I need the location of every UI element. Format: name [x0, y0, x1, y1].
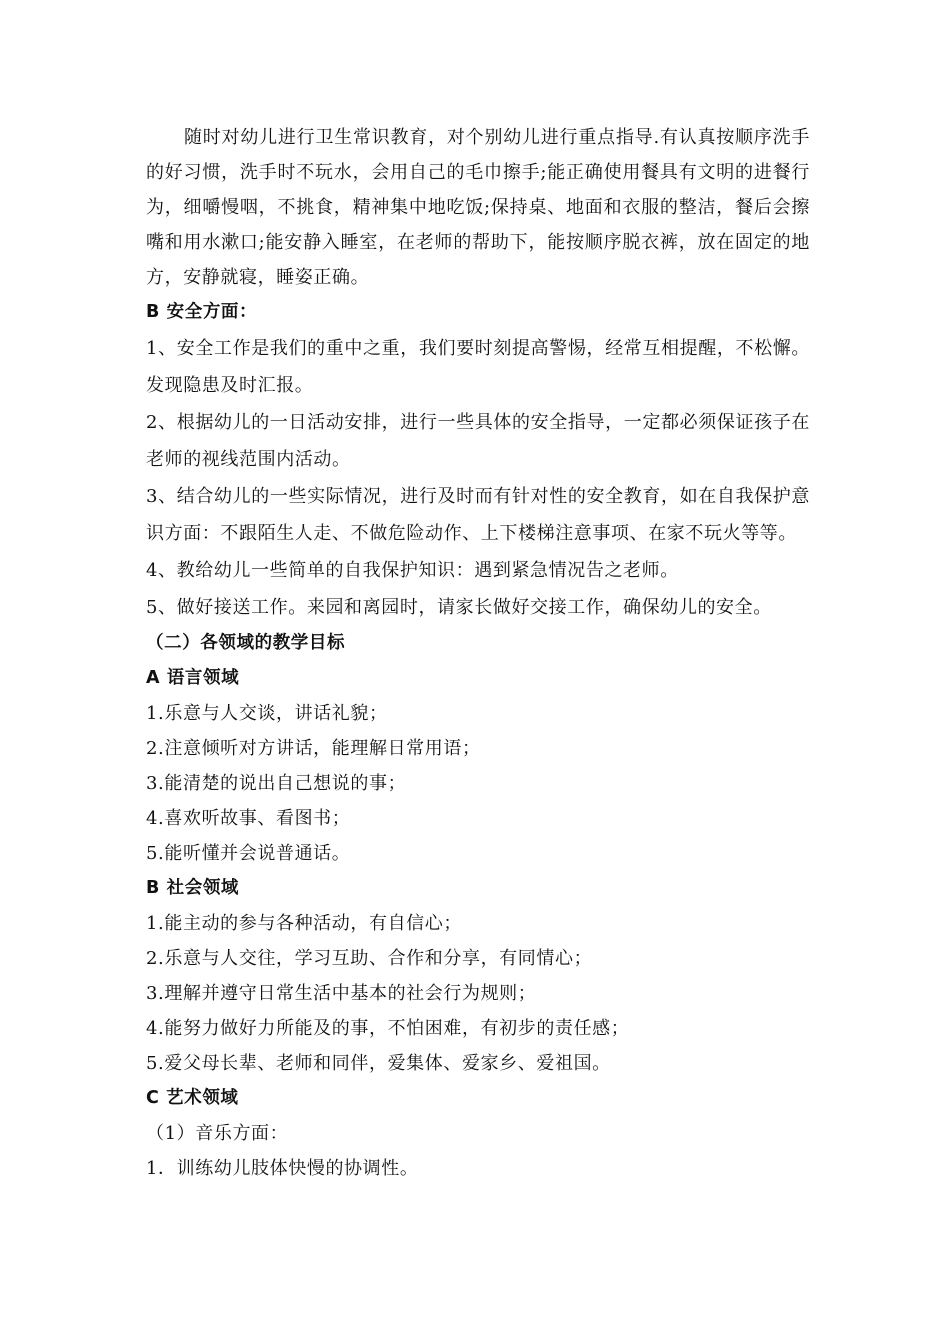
document-page	[146, 120, 810, 1186]
language-item-1: 1.乐意与人交谈，讲话礼貌；	[146, 703, 388, 724]
safety-item-2: 2、根据幼儿的一日活动安排，进行一些具体的安全指导，一定都必须保证孩子在老师的视线范围内活动。	[146, 412, 810, 470]
art-heading: C 艺术领域	[146, 1088, 239, 1108]
safety-heading: B 安全方面：	[146, 302, 258, 322]
safety-item-1: 1、安全工作是我们的重中之重，我们要时刻提高警惕，经常互相提醒，不松懈。发现隐患及时汇报。	[146, 338, 810, 396]
social-item-5: 5.爱父母长辈、老师和同伴，爱集体、爱家乡、爱祖国。	[146, 1053, 611, 1074]
safety-item-5: 5、做好接送工作。来园和离园时，请家长做好交接工作，确保幼儿的安全。	[146, 597, 772, 618]
language-item-3: 3.能清楚的说出自己想说的事；	[146, 773, 407, 794]
social-item-3: 3.理解并遵守日常生活中基本的社会行为规则；	[146, 983, 537, 1004]
language-heading: A 语言领域	[146, 668, 240, 688]
social-item-4: 4.能努力做好力所能及的事，不怕困难，有初步的责任感；	[146, 1018, 630, 1039]
social-heading: B 社会领域	[146, 878, 240, 898]
language-item-2: 2.注意倾听对方讲话，能理解日常用语；	[146, 738, 481, 759]
hygiene-paragraph: 随时对幼儿进行卫生常识教育，对个别幼儿进行重点指导.有认真按顺序洗手的好习惯，洗手时不玩水，会用自己的毛巾擦手;能正确使用餐具有文明的进餐行为，细嚼慢咽，不挑食，精神集中地吃饭;保持桌、地面和衣服的整洁，餐后会擦嘴和用水漱口;能安静入睡室，在老师的帮助下，能按顺序脱衣裤，放在固定的地方，安静就寝，睡姿正确。	[146, 127, 810, 288]
social-item-2: 2.乐意与人交往，学习互助、合作和分享，有同情心；	[146, 948, 593, 969]
language-item-5: 5.能听懂并会说普通话。	[146, 843, 351, 864]
social-item-1: 1.能主动的参与各种活动，有自信心；	[146, 913, 462, 934]
goals-heading: （二）各领域的教学目标	[146, 633, 346, 653]
music-heading: （1）音乐方面：	[146, 1123, 289, 1144]
language-item-4: 4.喜欢听故事、看图书；	[146, 808, 351, 829]
art-item-1: 1．训练幼儿肢体快慢的协调性。	[146, 1158, 419, 1179]
safety-item-3: 3、结合幼儿的一些实际情况，进行及时而有针对性的安全教育，如在自我保护意识方面：不跟陌生人走、不做危险动作、上下楼梯注意事项、在家不玩火等等。	[146, 486, 810, 544]
safety-item-4: 4、教给幼儿一些简单的自我保护知识：遇到紧急情况告之老师。	[146, 560, 679, 581]
